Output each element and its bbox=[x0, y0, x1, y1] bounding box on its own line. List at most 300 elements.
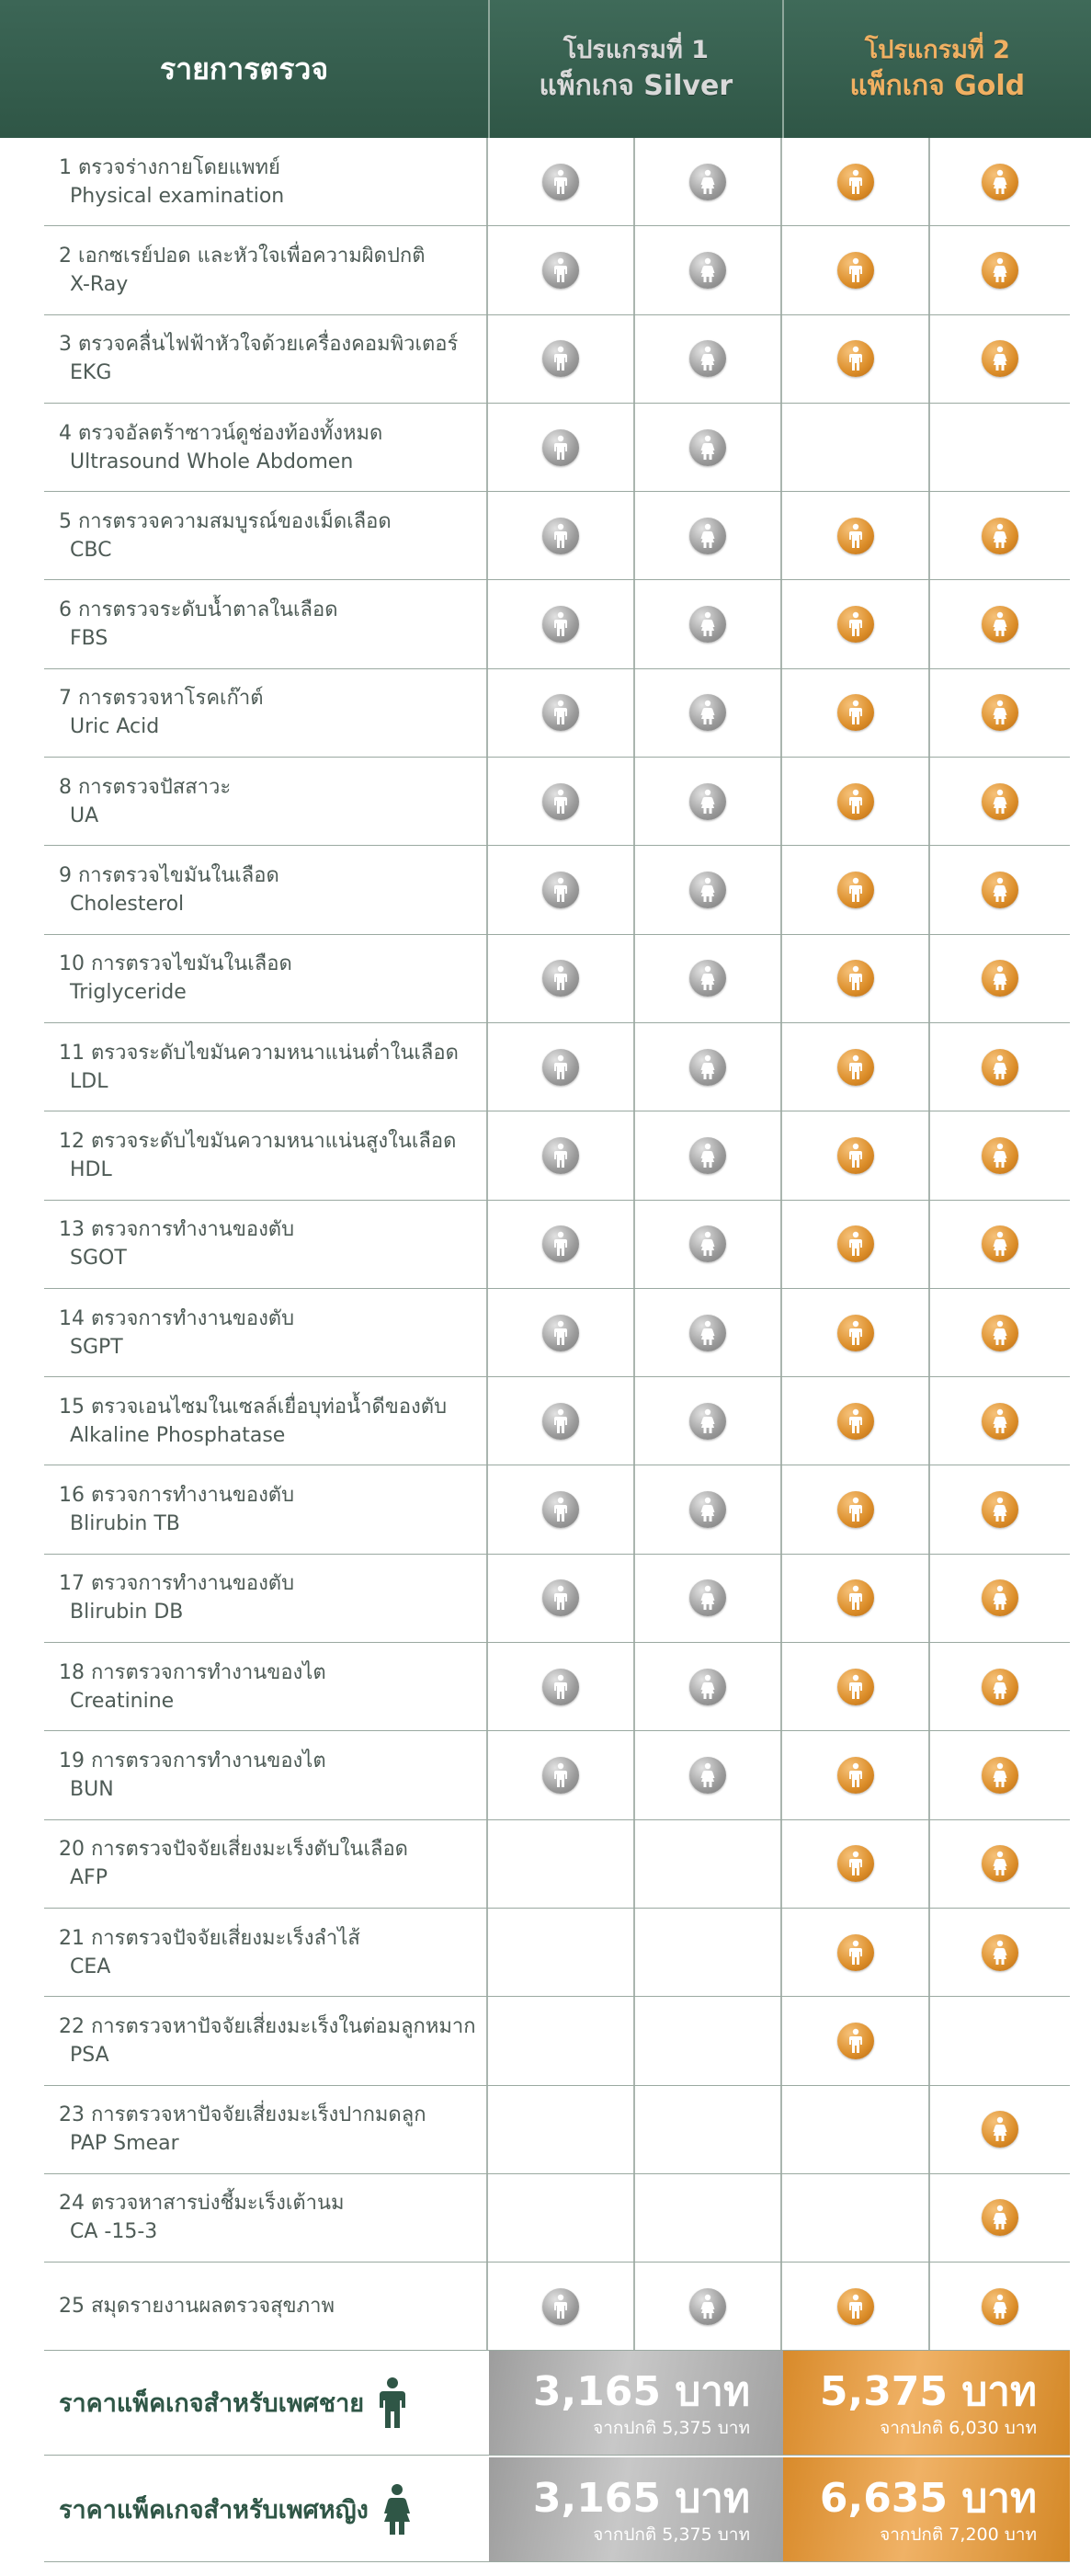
silver-male-cell bbox=[486, 1023, 634, 1111]
item-english-name: HDL bbox=[70, 1157, 112, 1181]
price-label-female-text: ราคาแพ็คเกจสำหรับเพศหญิง bbox=[59, 2496, 369, 2525]
silver-male-cell bbox=[486, 846, 634, 933]
table-row bbox=[44, 404, 1070, 492]
silver-female-cell bbox=[633, 669, 780, 757]
item-thai-name: 5 การตรวจความสมบูรณ์ของเม็ดเลือด bbox=[59, 509, 392, 533]
table-row bbox=[44, 1111, 1070, 1200]
item-english-name: CBC bbox=[70, 538, 112, 562]
male-person-icon bbox=[542, 872, 579, 908]
female-person-icon bbox=[689, 1669, 726, 1705]
gold-female-cell bbox=[928, 226, 1070, 313]
silver-female-cell bbox=[633, 1465, 780, 1553]
female-person-icon bbox=[982, 2111, 1018, 2148]
item-thai-name: 11 ตรวจระดับไขมันความหนาแน่นต่ำในเลือด bbox=[59, 1041, 459, 1065]
item-english-name: Alkaline Phosphatase bbox=[70, 1423, 286, 1447]
item-english-name: FBS bbox=[70, 627, 108, 651]
silver-male-cell bbox=[486, 1111, 634, 1199]
silver-male-cell bbox=[486, 580, 634, 667]
male-person-icon bbox=[837, 2288, 874, 2325]
item-label bbox=[44, 1820, 486, 1908]
silver-female-cell bbox=[633, 1555, 780, 1642]
silver-package-title: แพ็กเกจ Silver bbox=[539, 70, 733, 102]
item-thai-name: 17 ตรวจการทำงานของตับ bbox=[59, 1572, 295, 1596]
item-thai-name: 4 ตรวจอัลตร้าซาวน์ดูช่องท้องทั้งหมด bbox=[59, 421, 383, 445]
female-person-icon bbox=[381, 2483, 413, 2536]
item-thai-name: 12 ตรวจระดับไขมันความหนาแน่นสูงในเลือด bbox=[59, 1129, 457, 1153]
male-person-icon bbox=[542, 960, 579, 997]
gold-male-cell bbox=[780, 1111, 928, 1199]
item-thai-name: 13 ตรวจการทำงานของตับ bbox=[59, 1218, 295, 1242]
item-thai-name: 23 การตรวจหาปัจจัยเสี่ยงมะเร็งปากมดลูก bbox=[59, 2103, 426, 2127]
gold-male-cell bbox=[780, 2174, 928, 2262]
silver-male-cell bbox=[486, 138, 634, 225]
female-person-icon bbox=[689, 1757, 726, 1794]
table-row bbox=[44, 315, 1070, 404]
silver-male-cell bbox=[486, 1820, 634, 1908]
male-person-icon bbox=[837, 606, 874, 643]
item-english-name: Creatinine bbox=[70, 1689, 175, 1713]
silver-female-cell bbox=[633, 1997, 780, 2084]
male-person-icon bbox=[542, 1579, 579, 1616]
item-label bbox=[44, 1555, 486, 1642]
table-row bbox=[44, 669, 1070, 758]
silver-male-cell bbox=[486, 1997, 634, 2084]
item-thai-name: 3 ตรวจคลื่นไฟฟ้าหัวใจด้วยเครื่องคอมพิวเตอร์ bbox=[59, 333, 459, 357]
item-thai-name: 18 การตรวจการทำงานของไต bbox=[59, 1660, 326, 1684]
silver-male-cell bbox=[486, 1555, 634, 1642]
male-person-icon bbox=[837, 164, 874, 200]
gold-female-cell bbox=[928, 935, 1070, 1022]
male-person-icon bbox=[542, 694, 579, 731]
price-label-male bbox=[44, 2351, 489, 2455]
gold-female-cell bbox=[928, 315, 1070, 403]
item-label bbox=[44, 1997, 486, 2084]
item-english-name: Blirubin TB bbox=[70, 1512, 180, 1536]
item-english-name: EKG bbox=[70, 361, 112, 385]
silver-price-female-regular: จากปกติ 5,375 บาท bbox=[593, 2524, 750, 2545]
gold-male-cell bbox=[780, 138, 928, 225]
item-english-name: LDL bbox=[70, 1069, 108, 1093]
silver-female-cell bbox=[633, 1023, 780, 1111]
price-row-female bbox=[44, 2457, 1070, 2562]
table-row bbox=[44, 580, 1070, 668]
gold-male-cell bbox=[780, 1555, 928, 1642]
silver-program-title: โปรแกรมที่ 1 bbox=[563, 36, 709, 64]
female-person-icon bbox=[982, 1669, 1018, 1705]
silver-male-cell bbox=[486, 669, 634, 757]
item-english-name: Physical examination bbox=[70, 184, 285, 208]
silver-male-cell bbox=[486, 1377, 634, 1465]
female-person-icon bbox=[982, 1579, 1018, 1616]
item-thai-name: 14 ตรวจการทำงานของตับ bbox=[59, 1306, 295, 1330]
female-person-icon bbox=[982, 164, 1018, 200]
silver-female-cell bbox=[633, 1111, 780, 1199]
item-label bbox=[44, 315, 486, 403]
male-person-icon bbox=[837, 872, 874, 908]
table-row bbox=[44, 935, 1070, 1023]
male-person-icon bbox=[837, 960, 874, 997]
male-person-icon bbox=[542, 1491, 579, 1528]
item-thai-name: 22 การตรวจหาปัจจัยเสี่ยงมะเร็งในต่อมลูกหมาก bbox=[59, 2014, 476, 2038]
item-thai-name: 1 ตรวจร่างกายโดยแพทย์ bbox=[59, 155, 280, 179]
male-person-icon bbox=[837, 694, 874, 731]
male-person-icon bbox=[542, 1669, 579, 1705]
price-row-male bbox=[44, 2351, 1070, 2456]
female-person-icon bbox=[689, 1491, 726, 1528]
silver-female-cell bbox=[633, 404, 780, 491]
gold-female-cell bbox=[928, 1111, 1070, 1199]
gold-male-cell bbox=[780, 492, 928, 579]
silver-male-cell bbox=[486, 1201, 634, 1288]
gold-female-cell bbox=[928, 580, 1070, 667]
male-person-icon bbox=[542, 1315, 579, 1351]
header-gold-package bbox=[782, 0, 1091, 138]
item-label bbox=[44, 492, 486, 579]
silver-male-cell bbox=[486, 492, 634, 579]
male-person-icon bbox=[542, 429, 579, 466]
gold-male-cell bbox=[780, 935, 928, 1022]
female-person-icon bbox=[689, 2288, 726, 2325]
gold-female-cell bbox=[928, 1377, 1070, 1465]
item-english-name: UA bbox=[70, 804, 99, 827]
female-person-icon bbox=[982, 1845, 1018, 1882]
female-person-icon bbox=[689, 1315, 726, 1351]
female-person-icon bbox=[689, 164, 726, 200]
item-english-name: Cholesterol bbox=[70, 893, 185, 917]
silver-price-female-value: 3,165 บาท bbox=[532, 2474, 750, 2522]
gold-male-cell bbox=[780, 758, 928, 845]
gold-female-cell bbox=[928, 1465, 1070, 1553]
female-person-icon bbox=[689, 960, 726, 997]
silver-male-cell bbox=[486, 1731, 634, 1818]
female-person-icon bbox=[689, 606, 726, 643]
female-person-icon bbox=[689, 518, 726, 554]
item-thai-name: 21 การตรวจปัจจัยเสี่ยงมะเร็งลำไส้ bbox=[59, 1926, 360, 1950]
silver-price-male-value: 3,165 บาท bbox=[532, 2367, 750, 2415]
silver-female-cell bbox=[633, 580, 780, 667]
silver-male-cell bbox=[486, 2086, 634, 2173]
item-thai-name: 15 ตรวจเอนไซมในเซลล์เยื่อบุท่อน้ำดีของตับ bbox=[59, 1395, 448, 1419]
gold-male-cell bbox=[780, 226, 928, 313]
silver-female-cell bbox=[633, 1909, 780, 1996]
item-thai-name: 9 การตรวจไขมันในเลือด bbox=[59, 864, 279, 888]
price-label-male-text: ราคาแพ็คเกจสำหรับเพศชาย bbox=[59, 2389, 365, 2418]
female-person-icon bbox=[982, 1403, 1018, 1440]
item-english-name: X-Ray bbox=[70, 272, 129, 296]
female-person-icon bbox=[689, 872, 726, 908]
silver-female-cell bbox=[633, 138, 780, 225]
male-person-icon bbox=[837, 1137, 874, 1174]
item-english-name: CA -15-3 bbox=[70, 2220, 158, 2244]
gold-female-cell bbox=[928, 404, 1070, 491]
table-row bbox=[44, 1643, 1070, 1731]
gold-female-cell bbox=[928, 1820, 1070, 1908]
table-row bbox=[44, 1377, 1070, 1465]
item-english-name: Uric Acid bbox=[70, 715, 160, 739]
gold-female-cell bbox=[928, 1643, 1070, 1730]
female-person-icon bbox=[689, 252, 726, 289]
silver-female-cell bbox=[633, 935, 780, 1022]
gold-male-cell bbox=[780, 846, 928, 933]
female-person-icon bbox=[689, 1049, 726, 1086]
silver-male-cell bbox=[486, 1909, 634, 1996]
gold-price-female-regular: จากปกติ 7,200 บาท bbox=[880, 2524, 1037, 2545]
silver-female-cell bbox=[633, 1731, 780, 1818]
item-thai-name: 6 การตรวจระดับน้ำตาลในเลือด bbox=[59, 598, 338, 622]
table-row bbox=[44, 1289, 1070, 1377]
table-row bbox=[44, 226, 1070, 314]
female-person-icon bbox=[982, 783, 1018, 820]
silver-female-cell bbox=[633, 1289, 780, 1376]
female-person-icon bbox=[689, 1225, 726, 1262]
item-label bbox=[44, 1111, 486, 1199]
gold-female-cell bbox=[928, 138, 1070, 225]
male-person-icon bbox=[542, 1403, 579, 1440]
item-label bbox=[44, 1465, 486, 1553]
header-silver-package bbox=[488, 0, 781, 138]
male-person-icon bbox=[542, 518, 579, 554]
silver-female-cell bbox=[633, 758, 780, 845]
gold-male-cell bbox=[780, 1997, 928, 2084]
checkup-items-table bbox=[44, 138, 1070, 2351]
male-person-icon bbox=[837, 1049, 874, 1086]
item-label bbox=[44, 1377, 486, 1465]
silver-male-cell bbox=[486, 1465, 634, 1553]
gold-female-cell bbox=[928, 1997, 1070, 2084]
silver-male-cell bbox=[486, 1643, 634, 1730]
female-person-icon bbox=[982, 2199, 1018, 2236]
gold-female-cell bbox=[928, 1909, 1070, 1996]
male-person-icon bbox=[542, 164, 579, 200]
silver-female-cell bbox=[633, 315, 780, 403]
silver-male-cell bbox=[486, 935, 634, 1022]
item-english-name: Triglyceride bbox=[70, 981, 187, 1005]
gold-male-cell bbox=[780, 1731, 928, 1818]
male-person-icon bbox=[542, 340, 579, 377]
item-english-name: Ultrasound Whole Abdomen bbox=[70, 450, 354, 473]
silver-male-cell bbox=[486, 404, 634, 491]
item-thai-name: 24 ตรวจหาสารบ่งชี้มะเร็งเต้านม bbox=[59, 2192, 345, 2216]
silver-female-cell bbox=[633, 492, 780, 579]
female-person-icon bbox=[689, 1137, 726, 1174]
female-person-icon bbox=[689, 1579, 726, 1616]
male-person-icon bbox=[377, 2377, 408, 2430]
item-label bbox=[44, 580, 486, 667]
gold-female-cell bbox=[928, 1555, 1070, 1642]
gold-female-cell bbox=[928, 1023, 1070, 1111]
silver-female-cell bbox=[633, 1201, 780, 1288]
item-english-name: BUN bbox=[70, 1777, 114, 1801]
silver-female-cell bbox=[633, 1377, 780, 1465]
table-header bbox=[0, 0, 1091, 138]
price-label-female bbox=[44, 2457, 489, 2561]
gold-price-male-value: 5,375 บาท bbox=[819, 2367, 1037, 2415]
item-label bbox=[44, 226, 486, 313]
silver-male-cell bbox=[486, 1289, 634, 1376]
item-thai-name: 2 เอกซเรย์ปอด และหัวใจเพื่อความผิดปกติ bbox=[59, 244, 426, 268]
gold-package-title: แพ็กเกจ Gold bbox=[849, 70, 1026, 102]
item-label bbox=[44, 758, 486, 845]
female-person-icon bbox=[982, 1049, 1018, 1086]
item-english-name: AFP bbox=[70, 1866, 108, 1890]
item-label bbox=[44, 935, 486, 1022]
item-thai-name: 25 สมุดรายงานผลตรวจสุขภาพ bbox=[59, 2295, 335, 2319]
gold-female-cell bbox=[928, 758, 1070, 845]
table-row bbox=[44, 1023, 1070, 1111]
gold-male-cell bbox=[780, 1643, 928, 1730]
female-person-icon bbox=[982, 1315, 1018, 1351]
silver-female-cell bbox=[633, 1820, 780, 1908]
gold-female-cell bbox=[928, 492, 1070, 579]
gold-price-female bbox=[783, 2457, 1070, 2561]
male-person-icon bbox=[837, 1934, 874, 1971]
female-person-icon bbox=[982, 1491, 1018, 1528]
item-label bbox=[44, 404, 486, 491]
male-person-icon bbox=[837, 2023, 874, 2059]
gold-price-female-value: 6,635 บาท bbox=[819, 2474, 1037, 2522]
male-person-icon bbox=[837, 518, 874, 554]
table-row bbox=[44, 1201, 1070, 1289]
silver-male-cell bbox=[486, 226, 634, 313]
item-label bbox=[44, 2086, 486, 2173]
table-row bbox=[44, 2086, 1070, 2174]
table-row bbox=[44, 758, 1070, 846]
item-english-name: CEA bbox=[70, 1955, 111, 1978]
gold-male-cell bbox=[780, 669, 928, 757]
gold-male-cell bbox=[780, 2086, 928, 2173]
male-person-icon bbox=[837, 1669, 874, 1705]
male-person-icon bbox=[837, 1579, 874, 1616]
male-person-icon bbox=[837, 340, 874, 377]
female-person-icon bbox=[982, 1225, 1018, 1262]
silver-female-cell bbox=[633, 1643, 780, 1730]
female-person-icon bbox=[689, 694, 726, 731]
silver-female-cell bbox=[633, 2086, 780, 2173]
male-person-icon bbox=[542, 1757, 579, 1794]
silver-male-cell bbox=[486, 758, 634, 845]
male-person-icon bbox=[837, 1315, 874, 1351]
female-person-icon bbox=[982, 872, 1018, 908]
silver-price-male bbox=[489, 2351, 783, 2455]
item-label bbox=[44, 2174, 486, 2262]
table-row bbox=[44, 492, 1070, 580]
gold-program-title: โปรแกรมที่ 2 bbox=[864, 36, 1010, 64]
female-person-icon bbox=[982, 518, 1018, 554]
item-thai-name: 8 การตรวจปัสสาวะ bbox=[59, 775, 232, 799]
table-row bbox=[44, 1820, 1070, 1909]
gold-male-cell bbox=[780, 1023, 928, 1111]
silver-male-cell bbox=[486, 2263, 634, 2350]
gold-male-cell bbox=[780, 404, 928, 491]
item-english-name: Blirubin DB bbox=[70, 1601, 184, 1624]
female-person-icon bbox=[982, 252, 1018, 289]
gold-male-cell bbox=[780, 1289, 928, 1376]
gold-male-cell bbox=[780, 1909, 928, 1996]
silver-female-cell bbox=[633, 846, 780, 933]
table-row bbox=[44, 2174, 1070, 2263]
gold-female-cell bbox=[928, 846, 1070, 933]
silver-female-cell bbox=[633, 2174, 780, 2262]
item-thai-name: 19 การตรวจการทำงานของไต bbox=[59, 1749, 326, 1772]
male-person-icon bbox=[542, 2288, 579, 2325]
item-label bbox=[44, 1201, 486, 1288]
female-person-icon bbox=[982, 1934, 1018, 1971]
gold-male-cell bbox=[780, 1377, 928, 1465]
male-person-icon bbox=[837, 1757, 874, 1794]
silver-price-female bbox=[489, 2457, 783, 2561]
gold-male-cell bbox=[780, 1820, 928, 1908]
gold-male-cell bbox=[780, 1201, 928, 1288]
item-label bbox=[44, 1289, 486, 1376]
item-thai-name: 16 ตรวจการทำงานของตับ bbox=[59, 1484, 295, 1508]
item-thai-name: 7 การตรวจหาโรคเก๊าต์ bbox=[59, 687, 264, 711]
male-person-icon bbox=[837, 252, 874, 289]
female-person-icon bbox=[982, 1137, 1018, 1174]
table-row bbox=[44, 846, 1070, 934]
male-person-icon bbox=[837, 783, 874, 820]
item-label bbox=[44, 1909, 486, 1996]
table-row bbox=[44, 138, 1070, 226]
item-label bbox=[44, 669, 486, 757]
item-english-name: SGOT bbox=[70, 1247, 127, 1271]
female-person-icon bbox=[982, 960, 1018, 997]
male-person-icon bbox=[542, 783, 579, 820]
female-person-icon bbox=[689, 429, 726, 466]
gold-female-cell bbox=[928, 1289, 1070, 1376]
table-row bbox=[44, 1909, 1070, 1997]
female-person-icon bbox=[689, 340, 726, 377]
male-person-icon bbox=[837, 1845, 874, 1882]
male-person-icon bbox=[542, 1225, 579, 1262]
item-english-name: PAP Smear bbox=[70, 2132, 179, 2156]
item-label bbox=[44, 1023, 486, 1111]
female-person-icon bbox=[689, 783, 726, 820]
item-thai-name: 10 การตรวจไขมันในเลือด bbox=[59, 952, 292, 976]
silver-female-cell bbox=[633, 2263, 780, 2350]
male-person-icon bbox=[837, 1403, 874, 1440]
item-english-name: PSA bbox=[70, 2043, 109, 2067]
male-person-icon bbox=[837, 1491, 874, 1528]
item-label bbox=[44, 846, 486, 933]
female-person-icon bbox=[982, 694, 1018, 731]
gold-female-cell bbox=[928, 2086, 1070, 2173]
female-person-icon bbox=[982, 606, 1018, 643]
item-label bbox=[44, 1731, 486, 1818]
silver-female-cell bbox=[633, 226, 780, 313]
gold-female-cell bbox=[928, 2174, 1070, 2262]
header-items-label: รายการตรวจ bbox=[0, 0, 488, 138]
item-english-name: SGPT bbox=[70, 1335, 123, 1359]
item-label bbox=[44, 138, 486, 225]
female-person-icon bbox=[982, 1757, 1018, 1794]
table-row bbox=[44, 1731, 1070, 1819]
female-person-icon bbox=[982, 2288, 1018, 2325]
item-thai-name: 20 การตรวจปัจจัยเสี่ยงมะเร็งตับในเลือด bbox=[59, 1838, 408, 1862]
gold-female-cell bbox=[928, 2263, 1070, 2350]
male-person-icon bbox=[542, 1049, 579, 1086]
male-person-icon bbox=[542, 606, 579, 643]
gold-male-cell bbox=[780, 580, 928, 667]
gold-female-cell bbox=[928, 669, 1070, 757]
male-person-icon bbox=[837, 1225, 874, 1262]
male-person-icon bbox=[542, 1137, 579, 1174]
gold-price-male-regular: จากปกติ 6,030 บาท bbox=[880, 2417, 1037, 2438]
gold-female-cell bbox=[928, 1201, 1070, 1288]
item-label bbox=[44, 1643, 486, 1730]
table-row bbox=[44, 1465, 1070, 1554]
gold-male-cell bbox=[780, 2263, 928, 2350]
male-person-icon bbox=[542, 252, 579, 289]
